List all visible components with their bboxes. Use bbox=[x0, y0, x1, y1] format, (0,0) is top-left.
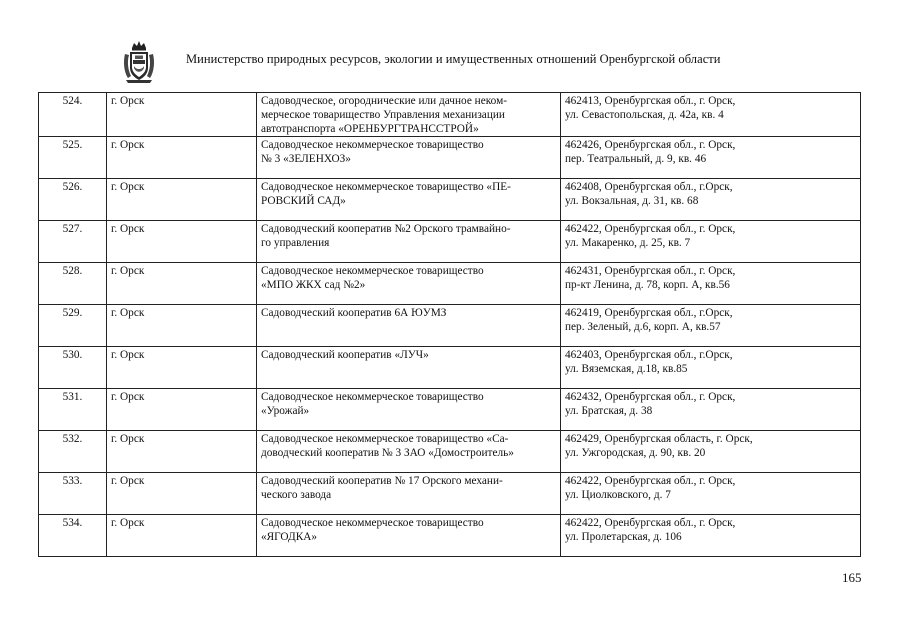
address-line: 462419, Оренбургская обл., г.Орск, bbox=[565, 307, 733, 319]
city-cell: г. Орск bbox=[107, 305, 257, 347]
address-cell bbox=[561, 93, 861, 137]
address-cell bbox=[561, 137, 861, 179]
address-line: 462422, Оренбургская обл., г. Орск, bbox=[565, 475, 736, 487]
table-row bbox=[39, 93, 861, 137]
row-number-cell: 527. bbox=[39, 221, 107, 263]
address-line: 462422, Оренбургская обл., г. Орск, bbox=[565, 223, 736, 235]
city-cell: г. Орск bbox=[107, 431, 257, 473]
organization-name-line: Садоводческий кооператив № 17 Орского механи- bbox=[261, 475, 503, 487]
address-line: пер. Зеленый, д.6, корп. А, кв.57 bbox=[565, 321, 721, 333]
row-number-cell: 529. bbox=[39, 305, 107, 347]
address-line: 462426, Оренбургская обл., г. Орск, bbox=[565, 139, 736, 151]
address-cell bbox=[561, 221, 861, 263]
address-line: ул. Макаренко, д. 25, кв. 7 bbox=[565, 237, 691, 249]
organization-name-cell bbox=[257, 137, 561, 179]
address-cell bbox=[561, 389, 861, 431]
address-line: ул. Пролетарская, д. 106 bbox=[565, 531, 682, 543]
table-row bbox=[39, 221, 861, 263]
address-cell bbox=[561, 473, 861, 515]
organization-name-cell bbox=[257, 515, 561, 557]
address-line: 462408, Оренбургская обл., г.Орск, bbox=[565, 181, 733, 193]
organization-name-cell bbox=[257, 305, 561, 347]
organization-name-line: Садоводческий кооператив «ЛУЧ» bbox=[261, 349, 429, 361]
address-line: 462403, Оренбургская обл., г.Орск, bbox=[565, 349, 733, 361]
address-line: 462432, Оренбургская обл., г. Орск, bbox=[565, 391, 736, 403]
table-row bbox=[39, 347, 861, 389]
address-cell bbox=[561, 179, 861, 221]
organization-name-cell bbox=[257, 473, 561, 515]
address-line: пр-кт Ленина, д. 78, корп. А, кв.56 bbox=[565, 279, 730, 291]
organization-name-line: «МПО ЖКХ сад №2» bbox=[261, 279, 366, 291]
city-cell: г. Орск bbox=[107, 137, 257, 179]
city-cell: г. Орск bbox=[107, 93, 257, 137]
organization-name-cell bbox=[257, 347, 561, 389]
table-row bbox=[39, 305, 861, 347]
table-row bbox=[39, 179, 861, 221]
address-line: ул. Циолковского, д. 7 bbox=[565, 489, 671, 501]
city-cell: г. Орск bbox=[107, 473, 257, 515]
organization-name-line: автотранспорта «ОРЕНБУРГТРАНССТРОЙ» bbox=[261, 123, 479, 135]
organization-name-line: Садоводческое, огороднические или дачное неком- bbox=[261, 95, 507, 107]
organization-name-line: «Урожай» bbox=[261, 405, 310, 417]
address-cell bbox=[561, 347, 861, 389]
organization-name-cell bbox=[257, 93, 561, 137]
organization-name-line: Садоводческое некоммерческое товарищество bbox=[261, 139, 484, 151]
registry-table-body bbox=[39, 93, 861, 557]
organization-name-line: Садоводческое некоммерческое товарищество bbox=[261, 391, 484, 403]
city-cell: г. Орск bbox=[107, 263, 257, 305]
organization-name-line: го управления bbox=[261, 237, 330, 249]
address-line: 462422, Оренбургская обл., г. Орск, bbox=[565, 517, 736, 529]
registry-table bbox=[38, 92, 861, 557]
document-header bbox=[122, 40, 822, 84]
table-row bbox=[39, 515, 861, 557]
city-cell: г. Орск bbox=[107, 389, 257, 431]
row-number-cell: 525. bbox=[39, 137, 107, 179]
organization-name-line: доводческий кооператив № 3 ЗАО «Домостроитель» bbox=[261, 447, 514, 459]
organization-name-line: Садоводческое некоммерческое товарищество «ПЕ- bbox=[261, 181, 511, 193]
table-row bbox=[39, 431, 861, 473]
address-line: 462413, Оренбургская обл., г. Орск, bbox=[565, 95, 736, 107]
row-number-cell: 534. bbox=[39, 515, 107, 557]
row-number-cell: 533. bbox=[39, 473, 107, 515]
organization-name-line: № 3 «ЗЕЛЕНХОЗ» bbox=[261, 153, 351, 165]
row-number-cell: 528. bbox=[39, 263, 107, 305]
address-cell bbox=[561, 515, 861, 557]
address-line: 462431, Оренбургская обл., г. Орск, bbox=[565, 265, 736, 277]
row-number-cell: 526. bbox=[39, 179, 107, 221]
city-cell: г. Орск bbox=[107, 221, 257, 263]
organization-name-line: Садоводческое некоммерческое товарищество bbox=[261, 517, 484, 529]
organization-name-cell bbox=[257, 389, 561, 431]
address-line: ул. Вокзальная, д. 31, кв. 68 bbox=[565, 195, 699, 207]
organization-name-line: РОВСКИЙ САД» bbox=[261, 195, 346, 207]
organization-name-line: «ЯГОДКА» bbox=[261, 531, 318, 543]
page-number: 165 bbox=[842, 570, 862, 585]
row-number-cell: 530. bbox=[39, 347, 107, 389]
table-row bbox=[39, 137, 861, 179]
city-cell: г. Орск bbox=[107, 515, 257, 557]
organization-name-line: Садоводческий кооператив 6А ЮУМЗ bbox=[261, 307, 447, 319]
table-row bbox=[39, 263, 861, 305]
address-line: 462429, Оренбургская область, г. Орск, bbox=[565, 433, 753, 445]
organization-name-cell bbox=[257, 221, 561, 263]
ministry-title: Министерство природных ресурсов, экологии и имущественных отношений Оренбургской области bbox=[186, 52, 721, 66]
organization-name-line: ческого завода bbox=[261, 489, 332, 501]
row-number-cell: 531. bbox=[39, 389, 107, 431]
city-cell: г. Орск bbox=[107, 179, 257, 221]
address-line: ул. Братская, д. 38 bbox=[565, 405, 653, 417]
organization-name-line: Садоводческий кооператив №2 Орского трамвайно- bbox=[261, 223, 511, 235]
organization-name-line: Садоводческое некоммерческое товарищество «Са- bbox=[261, 433, 509, 445]
address-line: ул. Ужгородская, д. 90, кв. 20 bbox=[565, 447, 706, 459]
address-cell bbox=[561, 263, 861, 305]
address-cell bbox=[561, 431, 861, 473]
address-line: ул. Вяземская, д.18, кв.85 bbox=[565, 363, 688, 375]
organization-name-line: мерческое товарищество Управления механизации bbox=[261, 109, 505, 121]
address-cell bbox=[561, 305, 861, 347]
organization-name-line: Садоводческое некоммерческое товарищество bbox=[261, 265, 484, 277]
address-line: пер. Театральный, д. 9, кв. 46 bbox=[565, 153, 707, 165]
city-cell: г. Орск bbox=[107, 347, 257, 389]
row-number-cell: 532. bbox=[39, 431, 107, 473]
orenburg-coat-of-arms-icon bbox=[122, 40, 156, 84]
organization-name-cell bbox=[257, 431, 561, 473]
address-line: ул. Севастопольская, д. 42а, кв. 4 bbox=[565, 109, 724, 121]
organization-name-cell bbox=[257, 179, 561, 221]
table-row bbox=[39, 389, 861, 431]
row-number-cell: 524. bbox=[39, 93, 107, 137]
organization-name-cell bbox=[257, 263, 561, 305]
table-row bbox=[39, 473, 861, 515]
